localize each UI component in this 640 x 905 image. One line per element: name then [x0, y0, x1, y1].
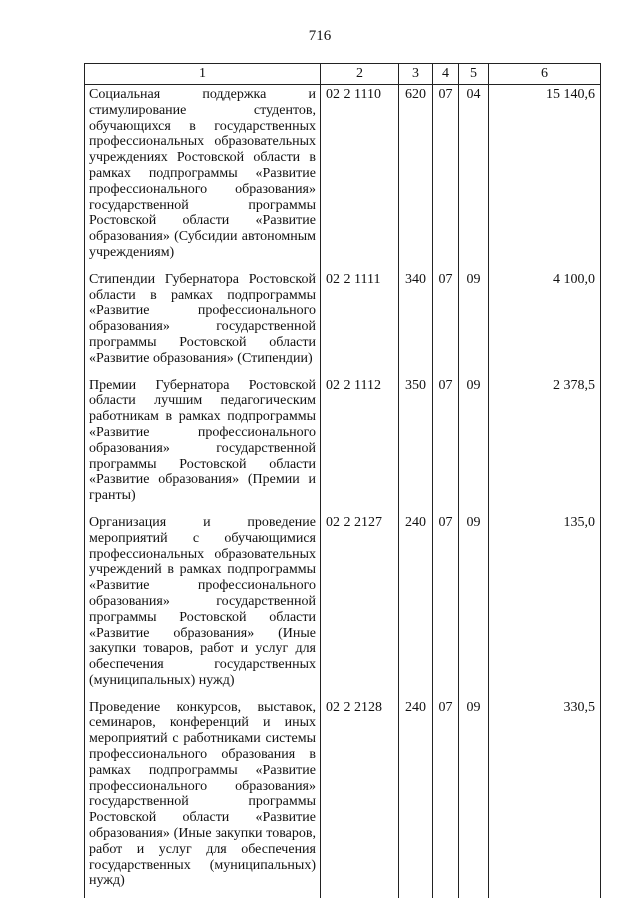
table-row	[85, 270, 601, 376]
row-expense-type: 620	[399, 85, 433, 270]
table-row	[85, 85, 601, 270]
header-row	[85, 64, 601, 85]
row-amount: 2 378,5	[489, 376, 601, 513]
header-col-6: 6	[489, 64, 601, 85]
table-body	[85, 85, 601, 899]
row-target-code: 02 2 2128	[321, 698, 399, 899]
table-header	[85, 64, 601, 85]
row-amount: 330,5	[489, 698, 601, 899]
header-col-2: 2	[321, 64, 399, 85]
row-expense-type: 350	[399, 376, 433, 513]
row-description: Проведение конкурсов, выставок, семинаров, конференций и иных мероприятий с работниками системы профессионального образования в рамках подпрограммы «Развитие профессионального образования» государственной программы Ростовской области «Развитие образования» (Иные закупки товаров, работ и услуг для обеспечения государственных (муниципальных) нужд)	[85, 698, 321, 899]
row-target-code: 02 2 2127	[321, 513, 399, 698]
row-subsection: 04	[459, 85, 489, 270]
row-target-code: 02 2 1110	[321, 85, 399, 270]
table-row	[85, 376, 601, 513]
row-target-code: 02 2 1112	[321, 376, 399, 513]
row-amount: 15 140,6	[489, 85, 601, 270]
row-target-code: 02 2 1111	[321, 270, 399, 376]
header-col-5: 5	[459, 64, 489, 85]
row-description: Социальная поддержка и стимулирование студентов, обучающихся в государственных профессиональных образовательных учреждениях Ростовской области в рамках подпрограммы «Развитие профессионального образования» государственной программы Ростовской области «Развитие образования» (Субсидии автономным учреждениям)	[85, 85, 321, 270]
row-section: 07	[433, 513, 459, 698]
row-subsection: 09	[459, 376, 489, 513]
page-number: 716	[308, 28, 332, 44]
row-expense-type: 240	[399, 513, 433, 698]
row-description: Организация и проведение мероприятий с обучающимися профессиональных образовательных учреждений в рамках подпрограммы «Развитие профессионального образования» государственной программы Ростовской области «Развитие образования» (Иные закупки товаров, работ и услуг для обеспечения государственных (муниципальных) нужд)	[85, 513, 321, 698]
row-expense-type: 340	[399, 270, 433, 376]
row-section: 07	[433, 376, 459, 513]
budget-table	[84, 63, 601, 898]
row-amount: 135,0	[489, 513, 601, 698]
row-section: 07	[433, 85, 459, 270]
header-col-1: 1	[85, 64, 321, 85]
row-expense-type: 240	[399, 698, 433, 899]
header-col-3: 3	[399, 64, 433, 85]
row-section: 07	[433, 698, 459, 899]
table-row	[85, 698, 601, 899]
row-amount: 4 100,0	[489, 270, 601, 376]
row-section: 07	[433, 270, 459, 376]
row-subsection: 09	[459, 513, 489, 698]
row-description: Стипендии Губернатора Ростовской области в рамках подпрограммы «Развитие профессионального образования» государственной программы Ростовской области «Развитие образования» (Стипендии)	[85, 270, 321, 376]
row-subsection: 09	[459, 270, 489, 376]
row-subsection: 09	[459, 698, 489, 899]
table-row	[85, 513, 601, 698]
row-description: Премии Губернатора Ростовской области лучшим педагогическим работникам в рамках подпрограммы «Развитие профессионального образования» государственной программы Ростовской области «Развитие образования» (Премии и гранты)	[85, 376, 321, 513]
header-col-4: 4	[433, 64, 459, 85]
